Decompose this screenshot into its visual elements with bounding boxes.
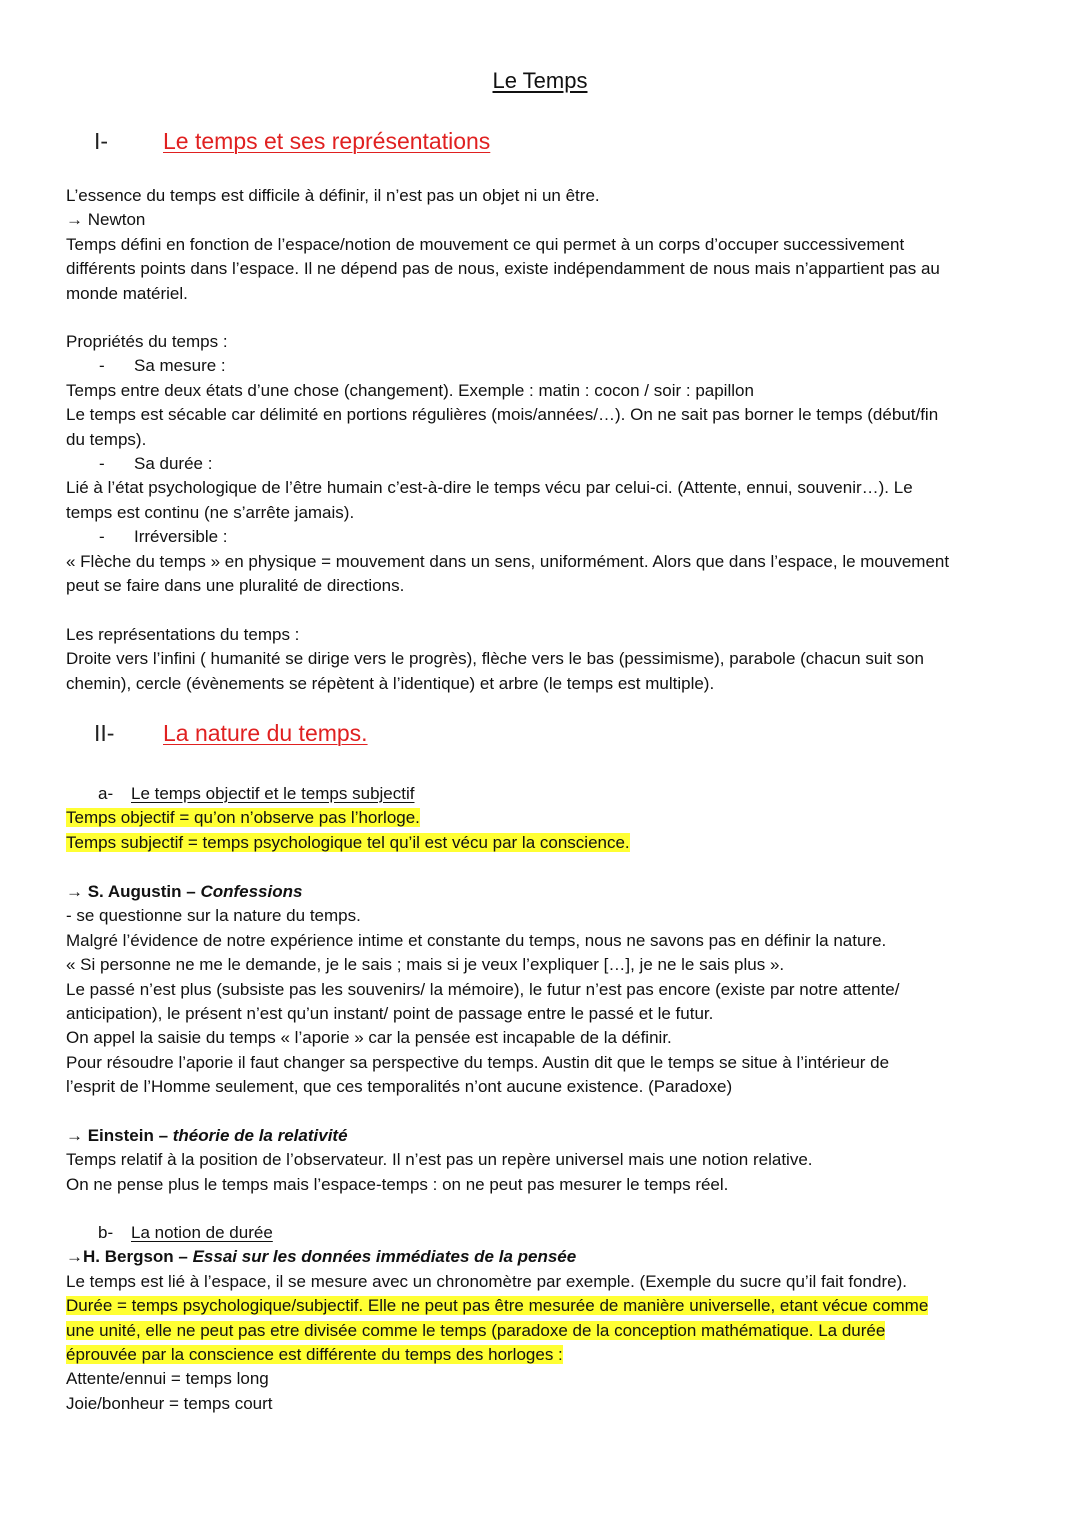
paragraph-line: anticipation), le présent n’est qu’un instant/ point de passage entre le passé et le futur. xyxy=(66,1004,714,1024)
section-1-number: I- xyxy=(94,128,109,154)
paragraph-line: Temps défini en fonction de l’espace/notion de mouvement ce qui permet à un corps d’occuper successivement xyxy=(66,234,905,254)
paragraph-line: monde matériel. xyxy=(66,283,188,303)
work-title: théorie de la relativité xyxy=(172,1126,348,1145)
time-properties xyxy=(66,330,1026,598)
subsection-b-heading xyxy=(66,1221,1026,1245)
paragraph-line: l’esprit de l’Homme seulement, que ces temporalités n’ont aucune existence. (Paradoxe) xyxy=(66,1077,733,1097)
subsection-title: La notion de durée xyxy=(131,1223,273,1242)
property-label: Sa durée : xyxy=(134,454,213,474)
section-2-title: La nature du temps. xyxy=(163,720,368,746)
properties-title: Propriétés du temps : xyxy=(66,332,228,351)
section-1-heading xyxy=(94,128,490,155)
einstein-heading xyxy=(66,1124,1026,1148)
paragraph-line: Droite vers l’infini ( humanité se dirige vers le progrès), flèche vers le bas (pessimisme), parabole (chacun suit son xyxy=(66,649,924,669)
highlighted-line: une unité, elle ne peut pas etre divisée comme le temps (paradoxe de la conception mathématique. La durée xyxy=(66,1320,886,1340)
property-label: Sa mesure : xyxy=(134,356,226,376)
paragraph-line: du temps). xyxy=(66,429,147,449)
section-2-number: II- xyxy=(94,720,115,746)
section-1-title: Le temps et ses représentations xyxy=(163,128,491,154)
author-name: →H. Bergson – xyxy=(66,1247,193,1267)
paragraph-line: On ne pense plus le temps mais l’espace-temps : on ne peut pas mesurer le temps réel. xyxy=(66,1174,729,1194)
bergson-heading xyxy=(66,1245,1026,1269)
document-title: Le Temps xyxy=(492,68,588,93)
subsection-b xyxy=(66,1221,1026,1416)
augustin-block xyxy=(66,880,1026,1100)
property-duration-label: - Sa durée : xyxy=(99,454,213,474)
paragraph-line: Le temps est sécable car délimité en portions régulières (mois/années/…). On ne sait pas borner le temps (début/fin xyxy=(66,405,939,425)
augustin-heading xyxy=(66,880,1026,904)
subsection-title: Le temps objectif et le temps subjectif xyxy=(131,784,415,803)
representations-title: Les représentations du temps : xyxy=(66,625,300,644)
highlighted-line: Temps objectif = qu’on n’observe pas l’horloge. xyxy=(66,808,420,828)
paragraph-line: Temps relatif à la position de l’observateur. Il n’est pas un repère universel mais une notion relative. xyxy=(66,1150,813,1170)
property-label: Irréversible : xyxy=(134,527,228,547)
highlighted-line: Temps subjectif = temps psychologique tel qu’il est vécu par la conscience. xyxy=(66,832,630,852)
subsection-a-heading xyxy=(66,782,1026,806)
property-irreversible-label: - Irréversible : xyxy=(99,527,228,547)
property-measure-label: - Sa mesure : xyxy=(99,356,226,376)
highlighted-line: éprouvée par la conscience est différente du temps des horloges : xyxy=(66,1345,563,1365)
subsection-label: a- xyxy=(98,784,114,803)
paragraph-line: « Flèche du temps » en physique = mouvement dans un sens, uniformément. Alors que dans l’espace, le mouvement xyxy=(66,551,950,571)
paragraph-line: - se questionne sur la nature du temps. xyxy=(66,906,361,926)
paragraph-line: On appel la saisie du temps « l’aporie » car la pensée est incapable de la définir. xyxy=(66,1028,672,1048)
paragraph-line: Malgré l’évidence de notre expérience intime et constante du temps, nous ne savons pas en définir la nature. xyxy=(66,930,887,950)
einstein-block xyxy=(66,1124,1026,1197)
newton-reference: → Newton xyxy=(66,210,146,230)
author-name: → Einstein – xyxy=(66,1126,173,1145)
paragraph-line: Pour résoudre l’aporie il faut changer sa perspective du temps. Austin dit que le temps se situe à l’intérieur de xyxy=(66,1052,890,1072)
paragraph-line: Lié à l’état psychologique de l’être humain c’est-à-dire le temps vécu par celui-ci. (Attente, ennui, souvenir…). Le xyxy=(66,478,913,498)
quote-line: « Si personne ne me le demande, je le sais ; mais si je veux l’expliquer […], je ne le sais plus ». xyxy=(66,955,785,975)
paragraph-line: Le passé n’est plus (subsiste pas les souvenirs/ la mémoire), le futur n’est pas encore (existe par notre attente/ xyxy=(66,979,900,999)
highlighted-line: Durée = temps psychologique/subjectif. Elle ne peut pas être mesurée de manière universelle, etant vécue comme xyxy=(66,1296,929,1316)
paragraph-line: L’essence du temps est difficile à définir, il n’est pas un objet ni un être. xyxy=(66,186,600,205)
section-2-heading xyxy=(94,720,368,747)
paragraph-line: Attente/ennui = temps long xyxy=(66,1369,269,1389)
subsection-label: b- xyxy=(98,1223,114,1242)
paragraph-line: Joie/bonheur = temps court xyxy=(66,1393,273,1413)
paragraph-line: Le temps est lié à l’espace, il se mesure avec un chronomètre par exemple. (Exemple du sucre qu’il fait fondre). xyxy=(66,1271,907,1291)
paragraph-line: peut se faire dans une pluralité de directions. xyxy=(66,576,405,596)
paragraph-line: temps est continu (ne s’arrête jamais). xyxy=(66,502,355,522)
work-title: Confessions xyxy=(200,882,303,901)
paragraph-line: différents points dans l’espace. Il ne dépend pas de nous, existe indépendamment de nous mais n’appartient pas au xyxy=(66,259,940,279)
paragraph-line: Temps entre deux états d’une chose (changement). Exemple : matin : cocon / soir : papillon xyxy=(66,380,754,400)
work-title: Essai sur les données immédiates de la pensée xyxy=(192,1247,577,1267)
time-representations xyxy=(66,623,1026,696)
paragraph-line: chemin), cercle (évènements se répètent à l’identique) et arbre (le temps est multiple). xyxy=(66,673,715,693)
author-name: → S. Augustin – xyxy=(66,882,201,901)
section-1-intro xyxy=(66,184,1026,306)
subsection-a xyxy=(66,782,1026,855)
